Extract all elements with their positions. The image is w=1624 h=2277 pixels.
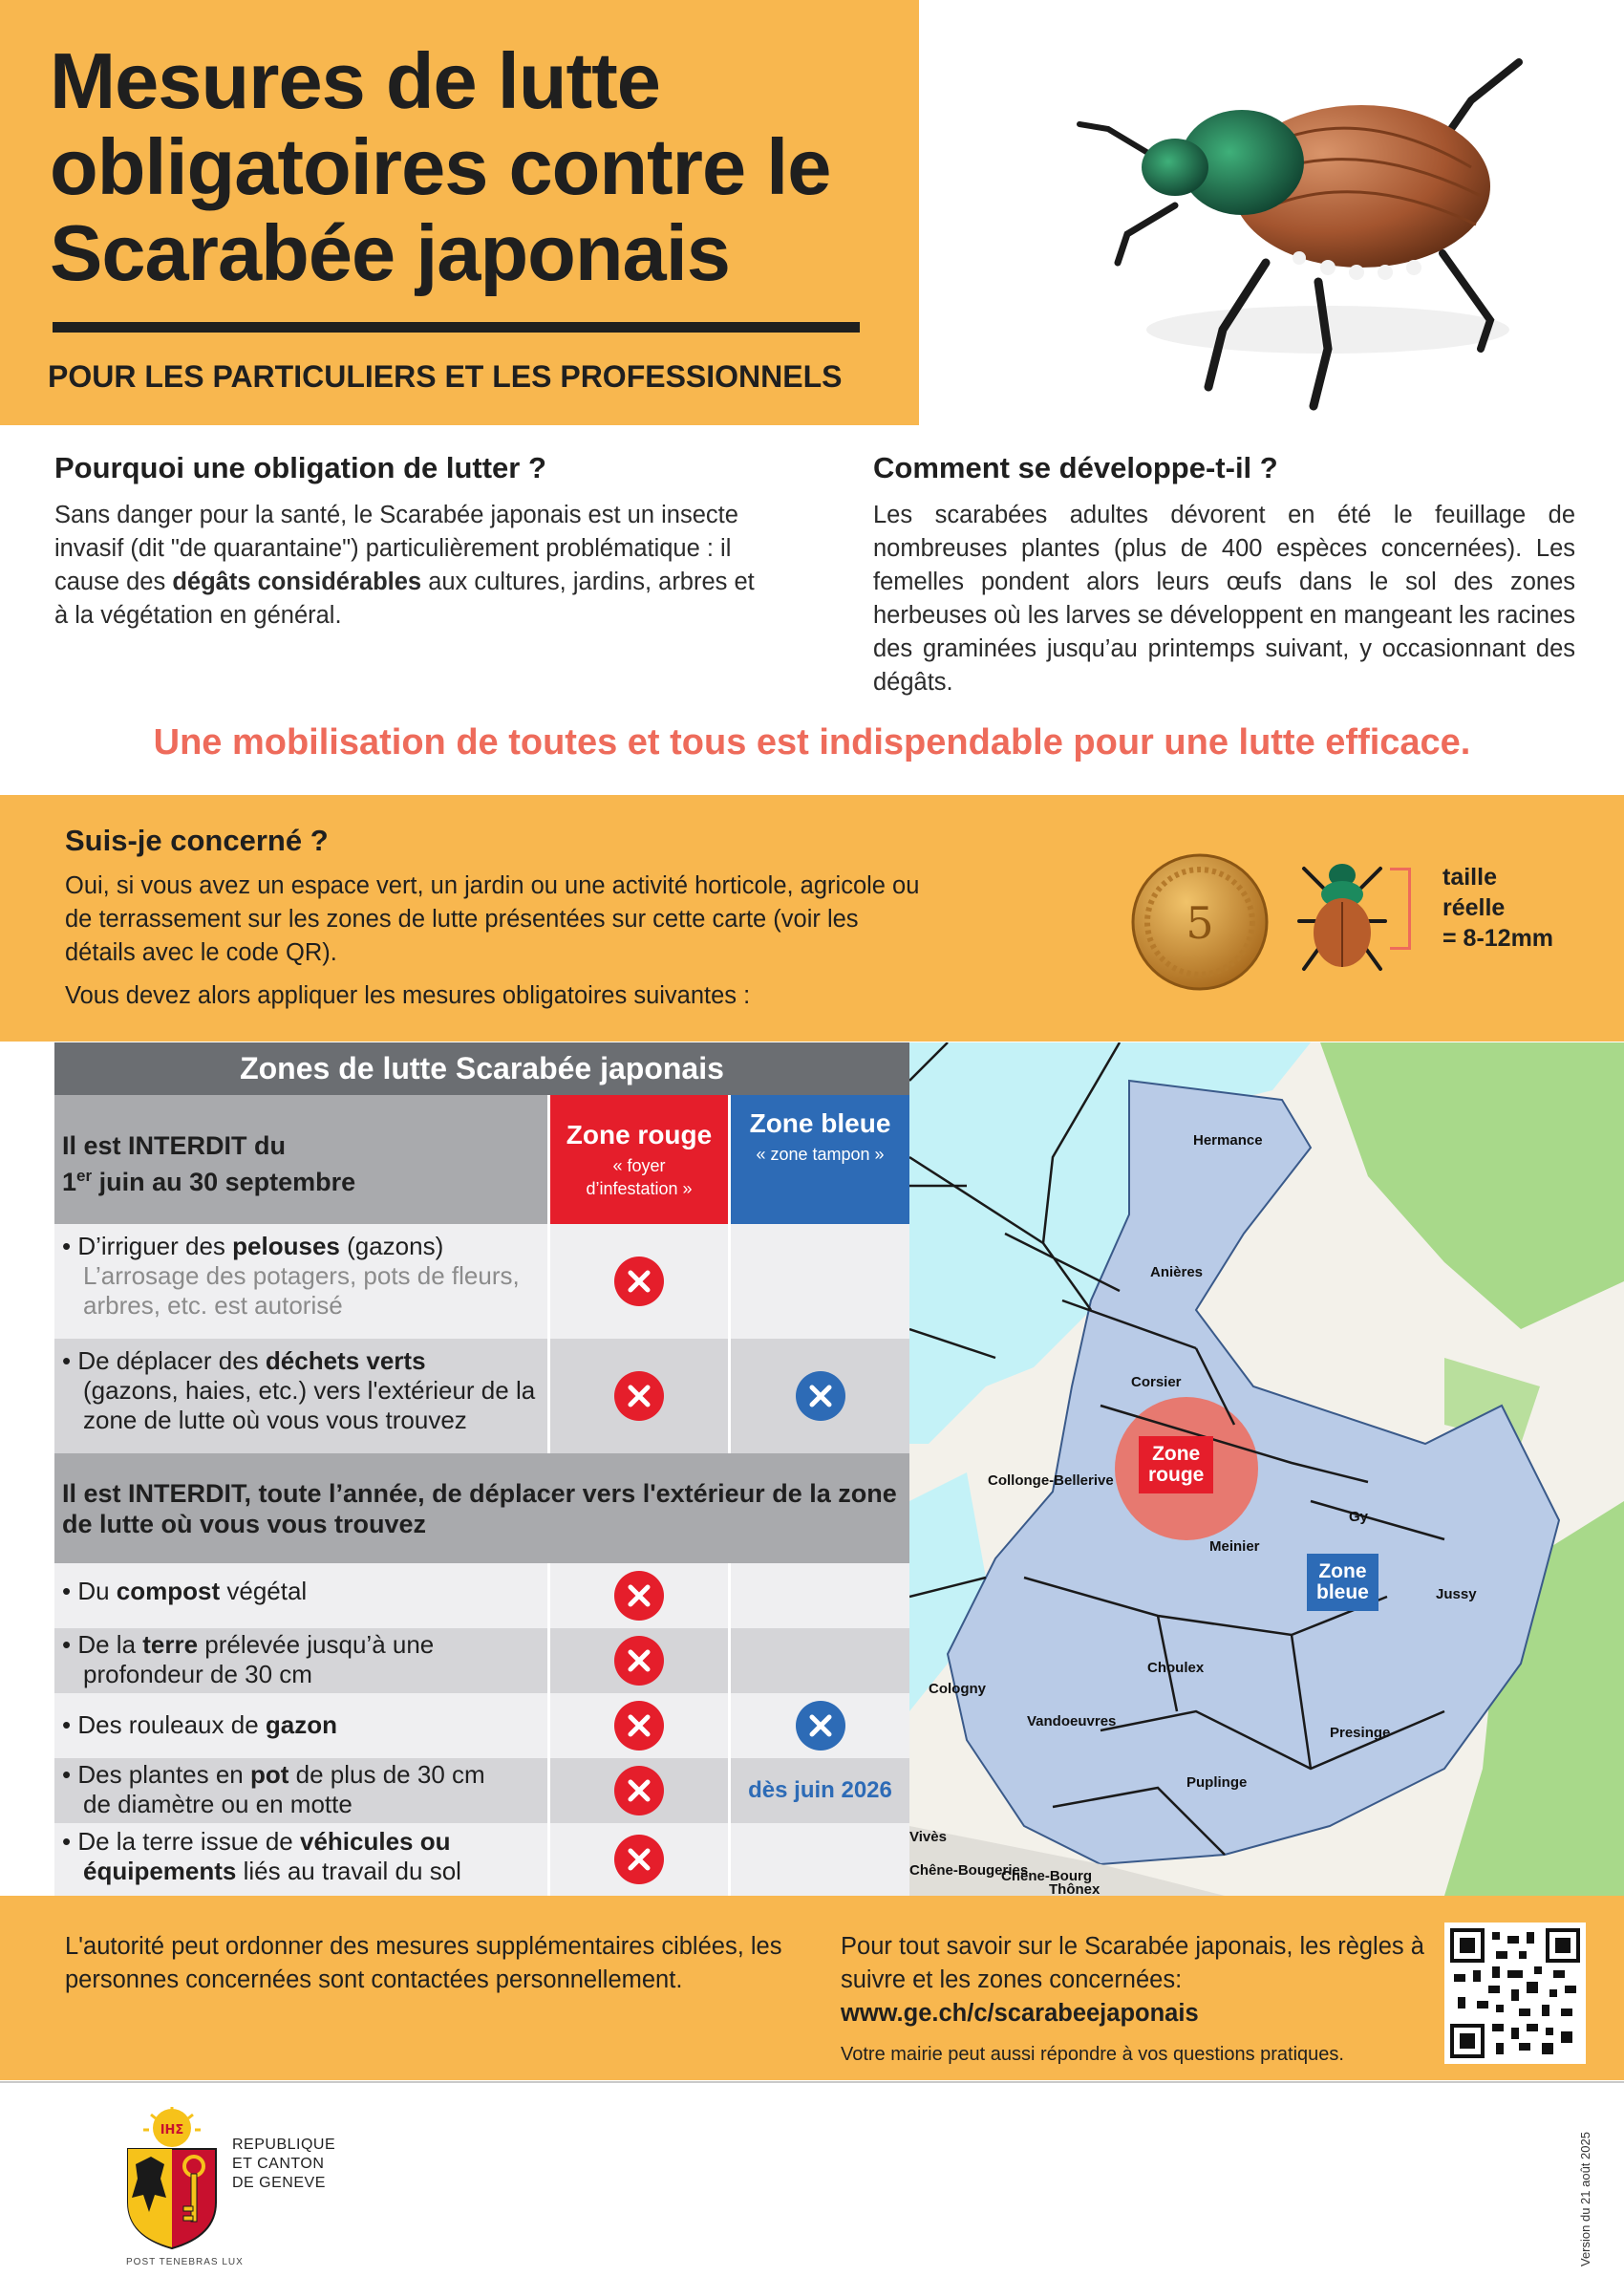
qr-code-icon — [1450, 1928, 1580, 2058]
why-section — [54, 451, 761, 633]
map-label-choulex: Choulex — [1147, 1660, 1205, 1676]
table-row — [54, 1339, 909, 1453]
row-turf-red — [547, 1693, 728, 1758]
map-label-thonex: Thônex — [1049, 1881, 1100, 1896]
concern-heading: Suis-je concerné ? — [65, 824, 329, 857]
how-section — [873, 451, 1575, 699]
section1-label: Il est INTERDIT du 1er juin au 30 septembre — [54, 1095, 547, 1224]
map-label-anieres: Anières — [1150, 1264, 1204, 1280]
why-text: Sans danger pour la santé, le Scarabée japonais est un insecte invasif (dit "de quarantaine") particulièrement problématique : il cause des dégâts considérables aux cultures, jardins, arbres et à la végétation en général. — [54, 502, 755, 629]
control-zones-map — [909, 1042, 1624, 1896]
prohibited-x-icon — [614, 1636, 664, 1686]
row-turf-blue — [728, 1693, 909, 1758]
row-vehicles-red — [547, 1823, 728, 1896]
concern-text: Oui, si vous avez un espace vert, un jardin ou une activité horticole, agricole ou de terrassement sur les zones de lutte présentées sur cette carte (voir les détails avec le code QR). — [65, 872, 920, 966]
row-vehicles-blue — [728, 1823, 909, 1896]
title-divider — [53, 322, 860, 333]
map-label-vives: Vivès — [909, 1829, 947, 1845]
hero-banner — [0, 0, 919, 425]
prohibited-x-icon — [614, 1257, 664, 1306]
page-title: Mesures de lutte obligatoires contre le Scarabée japonais — [50, 36, 831, 297]
map-label-gy: Gy — [1349, 1509, 1369, 1525]
measures-table — [54, 1042, 909, 1896]
row-vehicles-text: • De la terre issue de véhicules ou équipements liés au travail du sol — [54, 1823, 547, 1896]
map-graphic — [909, 1042, 1624, 1896]
map-label-vandoeuvres: Vandoeuvres — [1027, 1713, 1117, 1729]
table-row — [54, 1628, 909, 1693]
section2-label: Il est INTERDIT, toute l’année, de déplacer vers l'extérieur de la zone de lutte où vous vous trouvez — [54, 1453, 909, 1563]
table-row — [54, 1758, 909, 1823]
more-info: Pour tout savoir sur le Scarabée japonais, les règles à suivre et les zones concernées: www.ge.ch/c/scarabeejaponais Votre mairie peut aussi répondre à vos questions pratiques. — [841, 1930, 1452, 2072]
qr-code[interactable] — [1444, 1923, 1586, 2064]
motto: POST TENEBRAS LUX — [126, 2257, 244, 2267]
row-soil-red — [547, 1628, 728, 1693]
map-label-collonge-bellerive: Collonge-Bellerive — [988, 1472, 1114, 1489]
map-label-chene-bourg: Chêne-Bourg — [1001, 1868, 1092, 1884]
row-green-waste-text: • De déplacer des déchets verts (gazons, haies, etc.) vers l'extérieur de la zone de lutte où vous vous trouvez — [54, 1339, 547, 1453]
map-label-corsier: Corsier — [1131, 1374, 1182, 1390]
japanese-beetle-photo — [1041, 43, 1528, 416]
row-pots-blue — [728, 1758, 909, 1823]
beetle-size-icon — [1294, 854, 1390, 983]
map-zone-blue-tag: Zone bleue — [1307, 1554, 1378, 1611]
row-soil-text: • De la terre prélevée jusqu’à une profondeur de 30 cm — [54, 1628, 547, 1693]
table-row — [54, 1224, 909, 1339]
mobilisation-slogan: Une mobilisation de toutes et tous est indispendable pour une lutte efficace. — [153, 722, 1471, 763]
how-text: Les scarabées adultes dévorent en été le feuillage de nombreuses plantes (plus de 400 espèces concernées). Les femelles pondent alors leurs œufs dans le sol des zones herbeuses où les larves se développent en mangeant les racines des graminées jusqu’au printemps suivant, y occasionnant des dégâts. — [873, 502, 1575, 696]
prohibited-x-icon — [614, 1571, 664, 1621]
row-irrigation-red — [547, 1224, 728, 1339]
prohibited-x-icon — [614, 1701, 664, 1751]
map-label-jussy: Jussy — [1436, 1586, 1477, 1602]
prohibited-x-icon — [614, 1371, 664, 1421]
row-soil-blue — [728, 1628, 909, 1693]
five-centime-coin-icon — [1130, 852, 1270, 992]
geneva-coat-of-arms-icon — [122, 2107, 222, 2250]
map-label-puplinge: Puplinge — [1186, 1774, 1248, 1791]
size-label: taille réelle = 8-12mm — [1442, 864, 1554, 952]
concern-text-2: Vous devez alors appliquer les mesures obligatoires suivantes : — [65, 982, 751, 1009]
map-label-cologny: Cologny — [929, 1681, 986, 1697]
table-row — [54, 1563, 909, 1628]
row-green-waste-red — [547, 1339, 728, 1453]
row-green-waste-blue — [728, 1339, 909, 1453]
footer-divider — [0, 2081, 1624, 2083]
authority-note: L'autorité peut ordonner des mesures supplémentaires ciblées, les personnes concernées sont contactées personnellement. — [65, 1933, 782, 1993]
row-pots-red — [547, 1758, 728, 1823]
mairie-note: Votre mairie peut aussi répondre à vos questions pratiques. — [841, 2044, 1344, 2065]
zone-blue-header: Zone bleue « zone tampon » — [728, 1095, 909, 1224]
row-compost-text: • Du compost végétal — [54, 1563, 547, 1628]
page-subtitle: POUR LES PARTICULIERS ET LES PROFESSIONNELS — [48, 359, 843, 394]
prohibited-x-icon — [796, 1701, 845, 1751]
table-header-row — [54, 1095, 909, 1224]
how-heading: Comment se développe-t-il ? — [873, 451, 1278, 484]
from-june-2026-note: dès juin 2026 — [748, 1777, 892, 1803]
map-zone-red-tag: Zone rouge — [1139, 1436, 1213, 1493]
row-irrigation-blue — [728, 1224, 909, 1339]
map-label-hermance: Hermance — [1193, 1132, 1263, 1149]
concern-section — [0, 795, 1624, 1042]
version-date: Version du 21 août 2025 — [1578, 2132, 1592, 2266]
row-irrigation-text: • D’irriguer des pelouses (gazons) L’arrosage des potagers, pots de fleurs, arbres, etc. est autorisé — [54, 1224, 547, 1339]
prohibited-x-icon — [796, 1371, 845, 1421]
row-compost-red — [547, 1563, 728, 1628]
prohibited-x-icon — [614, 1835, 664, 1884]
map-label-chene-bougeries: Chêne-Bougeries — [909, 1862, 1029, 1879]
table-row — [54, 1693, 909, 1758]
prohibited-x-icon — [614, 1766, 664, 1815]
row-turf-text: • Des rouleaux de gazon — [54, 1693, 547, 1758]
table-title: Zones de lutte Scarabée japonais — [54, 1042, 909, 1095]
map-label-meinier: Meinier — [1209, 1538, 1260, 1555]
coin-value: 5 — [1186, 897, 1214, 949]
map-label-presinge: Presinge — [1330, 1725, 1391, 1741]
republic-name: REPUBLIQUE ET CANTON DE GENEVE — [232, 2137, 336, 2191]
size-bracket — [1390, 868, 1411, 950]
row-compost-blue — [728, 1563, 909, 1628]
why-heading: Pourquoi une obligation de lutter ? — [54, 451, 546, 484]
info-website-link[interactable]: www.ge.ch/c/scarabeejaponais — [841, 2000, 1199, 2027]
row-pots-text: • Des plantes en pot de plus de 30 cm de diamètre ou en motte — [54, 1758, 547, 1823]
table-row — [54, 1823, 909, 1896]
svg-text:IHΣ: IHΣ — [160, 2123, 184, 2137]
zone-red-header: Zone rouge « foyer d’infestation » — [547, 1095, 728, 1224]
info-footer — [0, 1896, 1624, 2080]
